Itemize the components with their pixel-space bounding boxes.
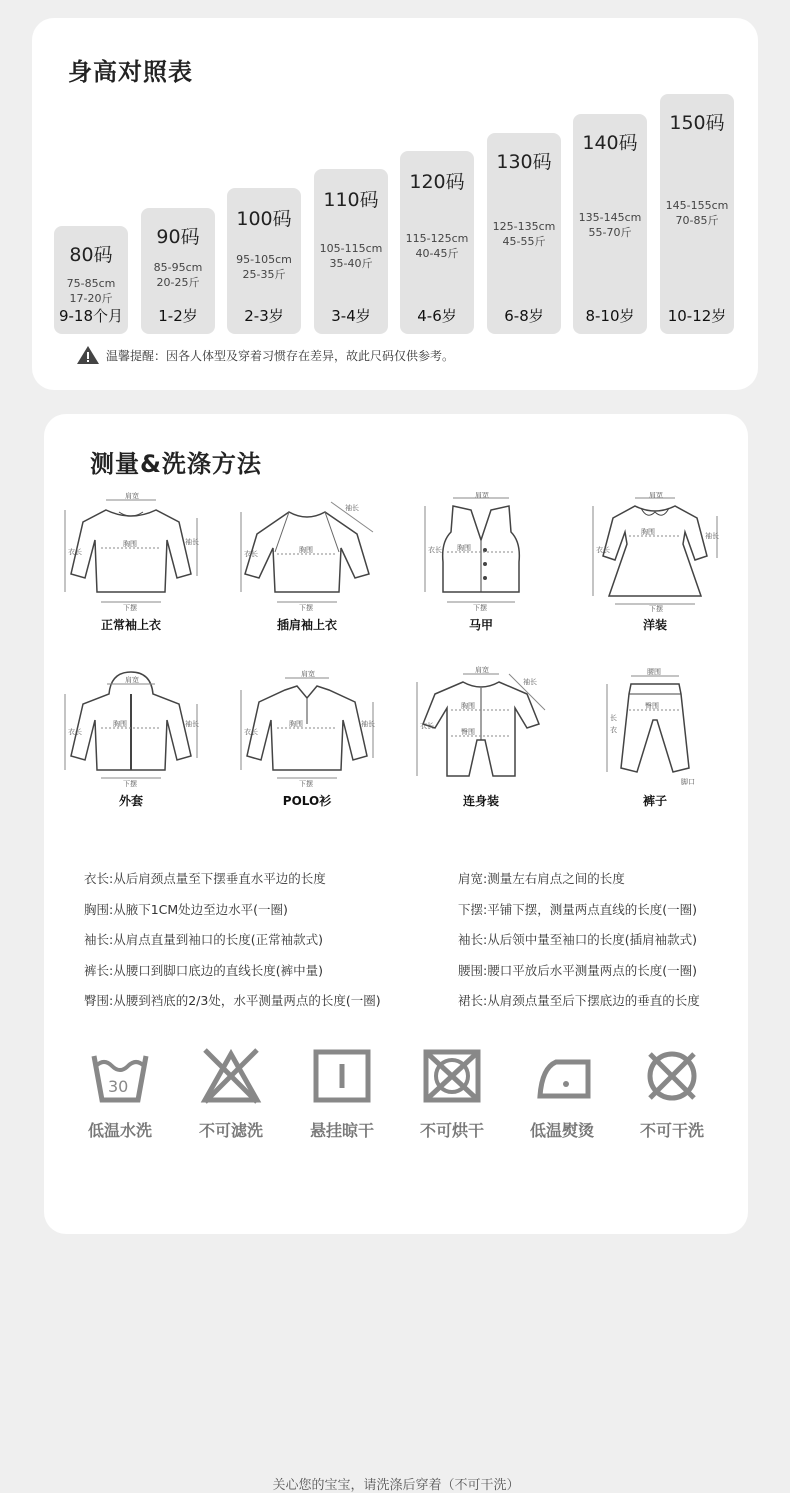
measure-label: 胸围 xyxy=(461,702,475,710)
size-column-150 xyxy=(660,94,734,334)
measure-label: 胸围 xyxy=(457,544,471,552)
measure-label: 臀围 xyxy=(461,728,475,736)
vest-diagram xyxy=(411,492,551,612)
garment-regular-sleeve-top xyxy=(56,492,206,633)
definitions-left xyxy=(84,864,381,1017)
height-range: 125-135cm xyxy=(492,220,556,233)
measure-label: 衣长 xyxy=(244,550,258,558)
weight-range: 20-25斤 xyxy=(156,276,200,289)
measure-label: 臀围 xyxy=(645,702,659,710)
weight-range: 55-70斤 xyxy=(588,226,632,239)
garment-name: POLO衫 xyxy=(282,794,332,808)
definition-item: 胸围:从腋下1CM处边至边水平(一圈) xyxy=(84,901,288,917)
size-column-100 xyxy=(227,188,301,334)
height-range: 145-155cm xyxy=(665,199,729,212)
size-label: 80码 xyxy=(69,244,113,266)
measure-label: 袖长 xyxy=(705,532,719,540)
care-hang-dry xyxy=(292,1046,392,1141)
age-range: 9-18个月 xyxy=(58,307,124,325)
definition-item: 肩宽:测量左右肩点之间的长度 xyxy=(458,871,625,886)
care-label: 低温熨烫 xyxy=(529,1121,594,1140)
garment-name: 外套 xyxy=(118,794,143,808)
care-wash-30 xyxy=(70,1046,170,1141)
dress-diagram xyxy=(585,492,725,612)
measure-label: 衣长 xyxy=(420,722,434,730)
polo-diagram xyxy=(237,664,377,788)
garment-romper xyxy=(406,664,556,809)
definition-item: 袖长:从肩点直量到袖口的长度(正常袖款式) xyxy=(84,932,323,947)
care-label: 低温水洗 xyxy=(87,1121,152,1140)
garment-jacket xyxy=(56,664,206,809)
size-warning xyxy=(76,345,454,365)
garment-name: 插肩袖上衣 xyxy=(276,618,337,632)
garment-name: 正常袖上衣 xyxy=(100,618,161,632)
warning-icon xyxy=(76,345,100,365)
measure-label: 衣长 xyxy=(428,546,442,554)
definition-item: 裙长:从肩颈点量至后下摆底边的垂直的长度 xyxy=(458,993,700,1008)
size-chart-title: 身高对照表 xyxy=(68,58,193,86)
measure-label: 衣长 xyxy=(68,548,82,556)
height-range: 85-95cm xyxy=(153,261,203,274)
care-footer: 关心您的宝宝，请洗涤后穿着（不可干洗） xyxy=(272,1478,520,1493)
garment-name: 连身装 xyxy=(462,794,499,808)
measure-label: 胸围 xyxy=(299,546,313,554)
measure-label: 下摆 xyxy=(123,604,137,612)
care-no-bleach xyxy=(181,1046,281,1141)
romper-diagram xyxy=(411,664,551,788)
measure-label: 胸围 xyxy=(641,528,655,536)
measure-label: 肩宽 xyxy=(301,670,315,678)
weight-range: 70-85斤 xyxy=(675,214,719,227)
pants-diagram xyxy=(585,664,725,788)
age-range: 4-6岁 xyxy=(417,307,457,325)
definition-item: 下摆:平铺下摆，测量两点直线的长度(一圈) xyxy=(458,901,697,917)
age-range: 2-3岁 xyxy=(244,307,284,325)
size-column-140 xyxy=(573,114,647,334)
definition-item: 袖长:从后领中量至袖口的长度(插肩袖款式) xyxy=(458,932,697,947)
garment-pants xyxy=(580,664,730,809)
measure-label: 胸围 xyxy=(123,540,137,548)
measure-label: 肩宽 xyxy=(475,492,489,499)
size-label: 90码 xyxy=(156,226,200,248)
definition-item: 臀围:从腰到裆底的2/3处，水平测量两点的长度(一圈) xyxy=(84,993,381,1008)
measure-label: 胸围 xyxy=(113,720,127,728)
size-label: 140码 xyxy=(582,132,638,154)
weight-range: 45-55斤 xyxy=(502,235,546,248)
measure-label: 下摆 xyxy=(473,604,487,612)
measure-label: 衣长 xyxy=(244,728,258,736)
height-range: 135-145cm xyxy=(578,211,642,224)
care-label: 不可滤洗 xyxy=(198,1121,263,1140)
care-no-dry-clean xyxy=(622,1046,722,1141)
measure-label: 衣长 xyxy=(68,728,82,736)
height-range: 95-105cm xyxy=(236,253,292,266)
weight-range: 40-45斤 xyxy=(415,247,459,260)
no-bleach-icon xyxy=(199,1046,263,1106)
measure-label: 袖长 xyxy=(361,720,375,728)
measure-label: 下摆 xyxy=(299,780,313,788)
height-range: 75-85cm xyxy=(66,277,116,290)
definition-item: 腰围:腰口平放后水平测量两点的长度(一圈) xyxy=(458,962,697,978)
svg-text:30: 30 xyxy=(108,1077,129,1096)
jacket-diagram xyxy=(61,664,201,788)
age-range: 1-2岁 xyxy=(158,307,198,325)
measure-wash-card xyxy=(44,414,748,1493)
measure-label: 脚口 xyxy=(681,778,695,786)
size-label: 100码 xyxy=(236,208,292,230)
height-range: 115-125cm xyxy=(405,232,469,245)
measure-label: 下摆 xyxy=(649,605,663,612)
height-range: 105-115cm xyxy=(319,242,383,255)
raglan-sleeve-top-diagram xyxy=(237,492,377,612)
weight-range: 25-35斤 xyxy=(242,268,286,281)
size-column-110 xyxy=(314,169,388,334)
garment-raglan-sleeve-top xyxy=(232,492,382,633)
size-column-90 xyxy=(141,208,215,334)
age-range: 8-10岁 xyxy=(585,307,635,325)
measure-label: 衣 xyxy=(610,726,617,734)
measure-label: 胸围 xyxy=(289,720,303,728)
size-column-130 xyxy=(487,133,561,334)
measure-label: 肩宽 xyxy=(125,676,139,684)
size-label: 110码 xyxy=(323,189,379,211)
measure-label: 袖长 xyxy=(523,678,537,686)
care-no-tumble-dry xyxy=(402,1046,502,1141)
age-range: 6-8岁 xyxy=(504,307,544,325)
iron-low-icon xyxy=(530,1046,594,1106)
measure-label: 肩宽 xyxy=(649,492,663,499)
measure-label: 袖长 xyxy=(185,538,199,546)
definition-item: 裤长:从腰口到脚口底边的直线长度(裤中量) xyxy=(84,962,323,978)
care-iron-low xyxy=(512,1046,612,1141)
warning-text: 温馨提醒：因各人体型及穿着习惯存在差异，故此尺码仅供参考。 xyxy=(106,348,455,363)
definition-item: 衣长:从后肩颈点量至下摆垂直水平边的长度 xyxy=(84,871,326,886)
measure-label: 肩宽 xyxy=(125,492,139,500)
size-label: 120码 xyxy=(409,171,465,193)
garment-dress xyxy=(580,492,730,633)
care-label: 悬挂晾干 xyxy=(309,1121,374,1140)
no-tumble-dry-icon xyxy=(420,1046,484,1106)
size-column-80 xyxy=(54,226,128,334)
no-dry-clean-icon xyxy=(640,1046,704,1106)
measure-label: 袖长 xyxy=(185,720,199,728)
measure-label: 下摆 xyxy=(299,604,313,612)
age-range: 3-4岁 xyxy=(331,307,371,325)
measure-label: 衣长 xyxy=(596,546,610,554)
hang-dry-icon xyxy=(310,1046,374,1106)
garment-name: 裤子 xyxy=(642,794,667,808)
garment-name: 马甲 xyxy=(468,618,493,632)
measure-label: 腰围 xyxy=(647,668,661,676)
size-chart-card xyxy=(32,18,758,390)
garment-polo xyxy=(232,664,382,809)
size-label: 130码 xyxy=(496,151,552,173)
regular-sleeve-top-diagram xyxy=(61,492,201,612)
size-label: 150码 xyxy=(669,112,725,134)
definitions-right xyxy=(458,864,700,1017)
care-label: 不可烘干 xyxy=(419,1121,484,1140)
weight-range: 17-20斤 xyxy=(69,292,113,305)
measure-title: 测量&洗涤方法 xyxy=(90,450,262,478)
measure-label: 下摆 xyxy=(123,780,137,788)
measure-label: 肩宽 xyxy=(475,666,489,674)
garment-vest xyxy=(406,492,556,633)
garment-name: 洋装 xyxy=(642,618,667,632)
care-label: 不可干洗 xyxy=(639,1121,704,1140)
size-column-120 xyxy=(400,151,474,334)
weight-range: 35-40斤 xyxy=(329,257,373,270)
measure-label: 长 xyxy=(610,714,617,722)
wash-30-icon xyxy=(88,1046,152,1106)
measure-label: 袖长 xyxy=(345,504,359,512)
age-range: 10-12岁 xyxy=(667,307,727,325)
